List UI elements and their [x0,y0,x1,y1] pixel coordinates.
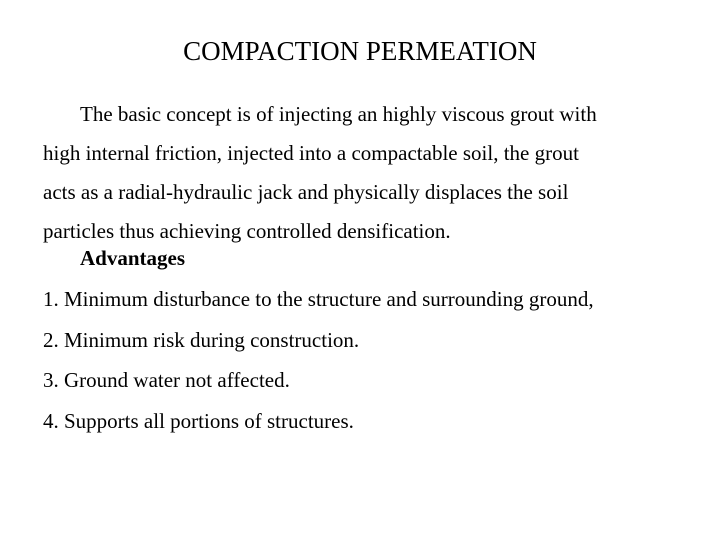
paragraph-line: particles thus achieving controlled densification. [43,219,451,243]
paragraph-line: acts as a radial-hydraulic jack and physically displaces the soil [43,180,569,204]
advantage-item: 4. Supports all portions of structures. [43,408,354,433]
description-paragraph [43,95,683,251]
advantages-list [43,284,703,446]
advantages-heading: Advantages [80,246,186,270]
advantage-item: 1. Minimum disturbance to the structure and surrounding ground, [43,287,594,311]
paragraph-line: The basic concept is of injecting an highly viscous grout with [80,102,597,126]
slide-title: COMPACTION PERMEATION [183,36,537,66]
paragraph-line: high internal friction, injected into a compactable soil, the grout [43,141,579,165]
advantage-item: 2. Minimum risk during construction. [43,327,360,352]
advantage-item: 3. Ground water not affected. [43,368,290,392]
